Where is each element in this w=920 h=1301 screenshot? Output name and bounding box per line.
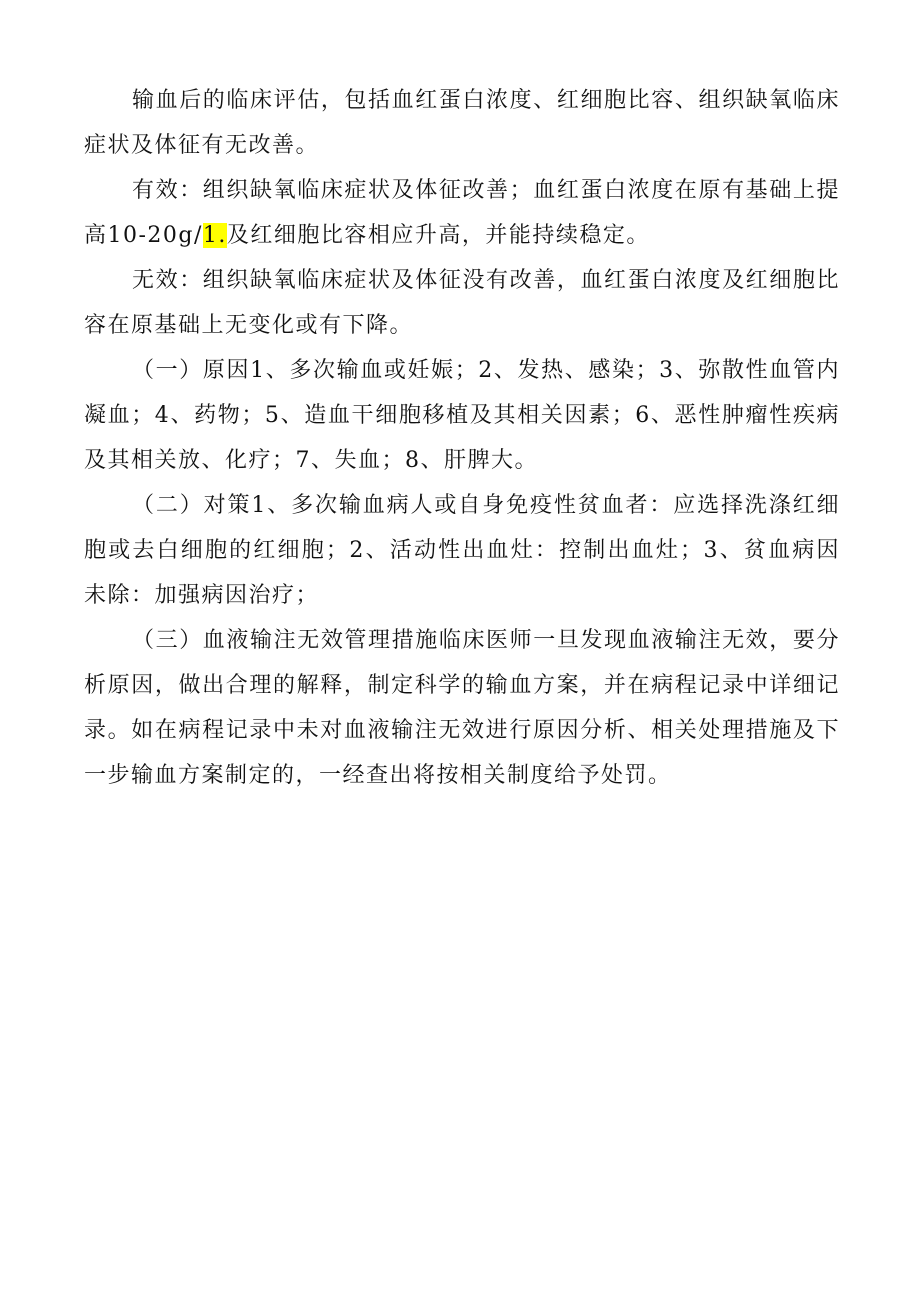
document-body xyxy=(84,78,840,798)
paragraph-ineffective: 无效：组织缺氧临床症状及体征没有改善，血红蛋白浓度及红细胞比容在原基础上无变化或有下降。 xyxy=(84,268,840,338)
paragraph-effective-text-after: 及红细胞比容相应升高，并能持续稳定。 xyxy=(226,223,650,248)
paragraph-assessment: 输血后的临床评估，包括血红蛋白浓度、红细胞比容、组织缺氧临床症状及体征有无改善。 xyxy=(84,88,840,158)
paragraph-effective-text-before: 有效：组织缺氧临床症状及体征改善；血红蛋白浓度在原有基础上提高10-20g/ xyxy=(84,178,840,248)
paragraph-management-measures: （三）血液输注无效管理措施临床医师一旦发现血液输注无效，要分析原因，做出合理的解释，制定科学的输血方案，并在病程记录中详细记录。如在病程记录中未对血液输注无效进行原因分析、相关处理措施及下一步输血方案制定的，一经查出将按相关制度给予处罚。 xyxy=(84,628,840,788)
paragraph-causes: （一）原因1、多次输血或妊娠；2、发热、感染；3、弥散性血管内凝血；4、药物；5、造血干细胞移植及其相关因素；6、恶性肿瘤性疾病及其相关放、化疗；7、失血；8、肝脾大。 xyxy=(84,358,840,473)
paragraph-countermeasures: （二）对策1、多次输血病人或自身免疫性贫血者：应选择洗涤红细胞或去白细胞的红细胞；2、活动性出血灶：控制出血灶；3、贫血病因未除：加强病因治疗； xyxy=(84,493,840,608)
highlighted-text: 1. xyxy=(202,223,227,248)
paragraph-effective xyxy=(84,168,840,258)
